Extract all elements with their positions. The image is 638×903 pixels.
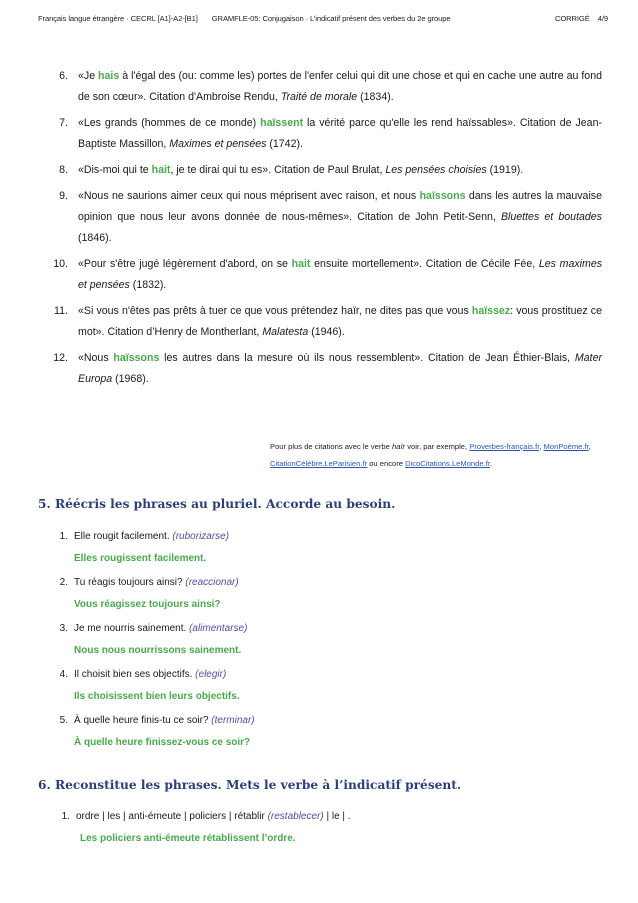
work-title: Bluettes et boutades bbox=[500, 211, 602, 223]
translation-hint: (restablecer) bbox=[267, 811, 324, 822]
word-pieces-end: | le | . bbox=[323, 811, 351, 822]
item-number: 5. bbox=[59, 715, 68, 726]
answer: Ils choisissent bien leurs objectifs. bbox=[74, 691, 240, 702]
translation-hint: (elegir) bbox=[195, 669, 227, 680]
list-item bbox=[38, 348, 602, 390]
item-number: 12. bbox=[53, 352, 68, 364]
item-number: 1. bbox=[61, 811, 70, 822]
quote-text: «Nous haïssons les autres dans la mesure où ils nous ressemblent». Citation de Jean Éthier-Blais, Mater Europa (1968). bbox=[78, 352, 602, 385]
work-title: Malatesta bbox=[262, 326, 309, 338]
item-number: 4. bbox=[59, 669, 68, 680]
work-title: Traité de morale bbox=[280, 91, 358, 103]
sentence: À quelle heure finis-tu ce soir? bbox=[74, 715, 212, 726]
sentence: Tu réagis toujours ainsi? bbox=[74, 577, 186, 588]
sentence: Elle rougit facilement. bbox=[74, 531, 173, 542]
list-item bbox=[38, 807, 598, 827]
item-number: 2. bbox=[59, 577, 68, 588]
work-title: Mater Europa bbox=[78, 352, 602, 385]
list-item bbox=[38, 710, 598, 732]
link-dicocitations[interactable]: DicoCitations.LeMonde.fr bbox=[405, 459, 490, 468]
verb-answer: haïssons bbox=[113, 352, 160, 364]
sentence: Il choisit bien ses objectifs. bbox=[74, 669, 196, 680]
list-item bbox=[38, 526, 598, 548]
sentence: Je me nourris sainement. bbox=[74, 623, 190, 634]
item-number: 10. bbox=[53, 258, 68, 270]
verb-answer: haïssez bbox=[471, 305, 511, 317]
quotes-list bbox=[38, 66, 602, 395]
exercise-5 bbox=[38, 526, 598, 756]
work-title: Les pensées choisies bbox=[385, 164, 487, 176]
list-item bbox=[38, 113, 602, 155]
document-title: GRAMFLE-05: Conjugaison · L’indicatif présent des verbes du 2e groupe bbox=[211, 14, 451, 23]
word-pieces: ordre | les | anti-émeute | policiers | rétablir bbox=[76, 811, 268, 822]
work-title: Maximes et pensées bbox=[169, 138, 267, 150]
quote-text: «Nous ne saurions aimer ceux qui nous méprisent avec raison, et nous haïssons dans les autres la mauvaise opinion que nous leur avons donnée de nous-mêmes». Citation de John Petit-Senn, Bluettes et boutades (1846). bbox=[78, 190, 602, 244]
item-number: 3. bbox=[59, 623, 68, 634]
list-item bbox=[38, 160, 602, 181]
verb-answer: haïssons bbox=[419, 190, 466, 202]
item-number: 8. bbox=[59, 164, 68, 176]
item-number: 9. bbox=[59, 190, 68, 202]
verb-label: haïr bbox=[392, 442, 406, 451]
item-number: 1. bbox=[59, 531, 68, 542]
page-header bbox=[38, 14, 608, 23]
course-label: Français langue étrangère · CECRL [A1]-A2-[B1] bbox=[38, 14, 198, 23]
link-citationcelebre[interactable]: CitationCélèbre.LeParisien.fr bbox=[270, 459, 368, 468]
list-item bbox=[38, 301, 602, 343]
item-number: 11. bbox=[54, 305, 68, 317]
work-title: Les maximes et pensées bbox=[78, 258, 603, 291]
source-note: Pour plus de citations avec le verbe haïr voir, par exemple, Proverbes-français.fr, MonPoème.fr, CitationCélèbre.LeParisien.fr ou encore DicoCitations.LeMonde.fr. bbox=[270, 442, 591, 468]
translation-hint: (terminar) bbox=[211, 715, 255, 726]
list-item bbox=[38, 186, 602, 249]
link-proverbes[interactable]: Proverbes-français.fr bbox=[469, 442, 540, 451]
item-number: 6. bbox=[59, 70, 68, 82]
answer: À quelle heure finissez-vous ce soir? bbox=[74, 737, 251, 748]
verb-answer: hait bbox=[151, 164, 171, 176]
section-5-heading: 5. Réécris les phrases au pluriel. Accorde au besoin. bbox=[38, 497, 396, 511]
translation-hint: (ruborizarse) bbox=[172, 531, 230, 542]
list-item bbox=[38, 66, 602, 108]
item-number: 7. bbox=[59, 117, 68, 129]
exercise-6 bbox=[38, 807, 598, 851]
list-item bbox=[38, 664, 598, 686]
translation-hint: (alimentarse) bbox=[189, 623, 248, 634]
page-number: 4/9 bbox=[597, 14, 608, 23]
list-item bbox=[38, 254, 602, 296]
answer: Les policiers anti-émeute rétablissent l’ordre. bbox=[80, 833, 296, 844]
answer: Vous réagissez toujours ainsi? bbox=[74, 599, 221, 610]
list-item bbox=[38, 572, 598, 594]
answer: Nous nous nourrissons sainement. bbox=[74, 645, 242, 656]
quote-text: «Pour s'être jugé légèrement d'abord, on se hait ensuite mortellement». Citation de Cécile Fée, Les maximes et pensées (1832). bbox=[78, 258, 603, 291]
quote-text: «Si vous n'êtes pas prêts à tuer ce que vous prétendez haïr, ne dites pas que vous haïssez: vous prostituez ce mot». Citation d’Henry de Montherlant, Malatesta (1946). bbox=[78, 305, 602, 338]
quote-text: «Les grands (hommes de ce monde) haïssent la vérité parce qu'elle les rend haïssables». Citation de Jean-Baptiste Massillon, Maximes et pensées (1742). bbox=[78, 117, 602, 150]
verb-answer: hais bbox=[98, 70, 120, 82]
list-item bbox=[38, 618, 598, 640]
quote-text: «Je hais à l'égal des (ou: comme les) portes de l'enfer celui qui dit une chose et qui en cache une autre au fond de son cœur». Citation d'Ambroise Rendu, Traité de morale (1834). bbox=[78, 70, 602, 103]
header-right bbox=[555, 14, 608, 23]
quote-text: «Dis-moi qui te hait, je te dirai qui tu es». Citation de Paul Brulat, Les pensées choisies (1919). bbox=[78, 164, 524, 176]
answer-key-label: CORRIGÉ bbox=[554, 14, 590, 23]
header-left bbox=[38, 14, 451, 23]
verb-answer: haïssent bbox=[260, 117, 304, 129]
translation-hint: (reaccionar) bbox=[185, 577, 239, 588]
answer: Elles rougissent facilement. bbox=[74, 553, 207, 564]
verb-answer: hait bbox=[291, 258, 311, 270]
section-6-heading: 6. Reconstitue les phrases. Mets le verbe à l’indicatif présent. bbox=[38, 778, 462, 792]
link-monpoeme[interactable]: MonPoème.fr bbox=[543, 442, 589, 451]
